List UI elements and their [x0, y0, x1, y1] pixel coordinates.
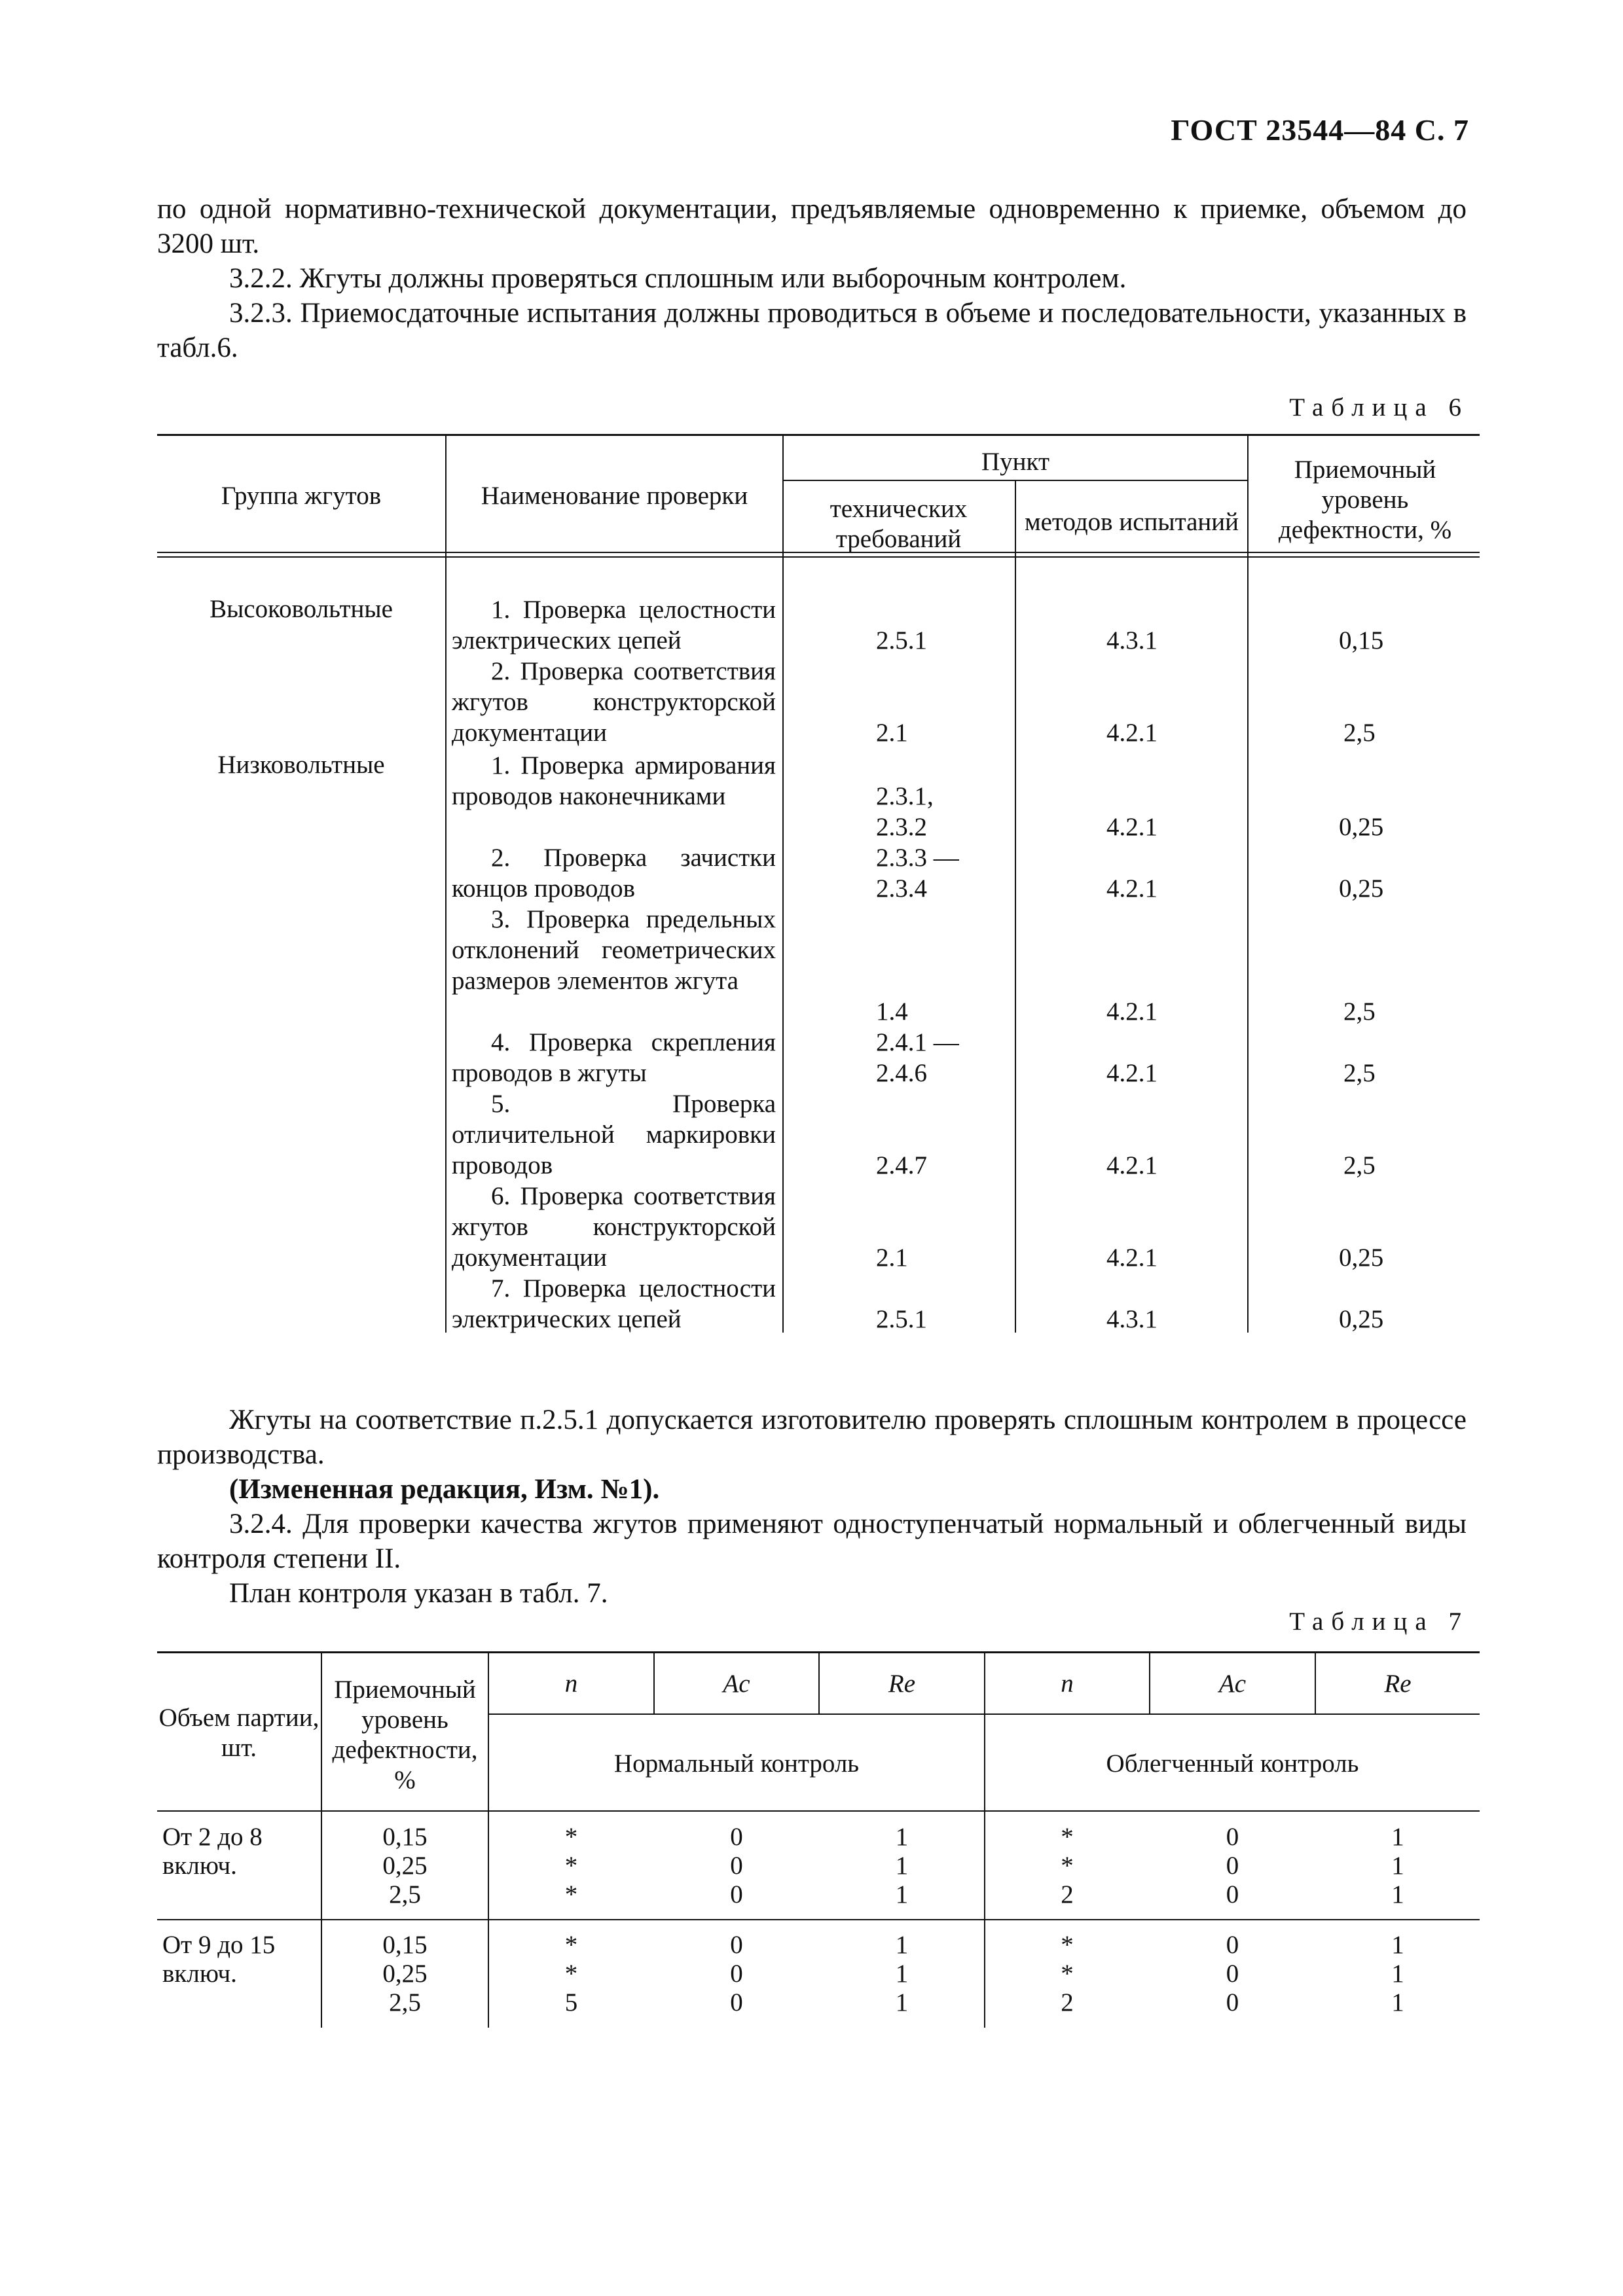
table7-cell: 0	[730, 1960, 743, 1988]
table7-cell: 0	[730, 1880, 743, 1909]
table7-cell: *	[1061, 1852, 1074, 1880]
table7-cell: 0,15	[382, 1823, 428, 1851]
table7-header-normal: Нормальный контроль	[613, 1749, 860, 1778]
table6-row-check: 7. Проверка целостности электрических цепей	[452, 1274, 776, 1333]
table7-cell: 1	[1391, 1960, 1404, 1988]
table6-vline-2	[782, 434, 784, 1333]
table6-row-check: 1. Проверка целостности электрических цепей	[452, 596, 776, 655]
table6-row-level: 0,25	[1339, 1244, 1384, 1272]
table6-group-low: Низковольтные	[217, 751, 385, 779]
table7-header-rule	[157, 1810, 1480, 1812]
table7-lot-2: От 9 до 15 включ.	[162, 1931, 276, 1988]
table6-row-method: 4.2.1	[1106, 874, 1158, 903]
paragraph-continuation: по одной нормативно-технической документации, предъявляемые одновременно к приемке, объемом до 3200 шт.	[157, 194, 1467, 259]
table6-row-check: 4. Проверка скрепления проводов в жгуты	[452, 1028, 776, 1087]
table7-cell: 2	[1061, 1988, 1074, 2017]
table7-cell: 0	[1226, 1823, 1239, 1851]
paragraph-3-2-2: 3.2.2. Жгуты должны проверяться сплошным или выборочным контролем.	[229, 263, 1127, 294]
table7-header-lot: Объем партии, шт.	[158, 1704, 319, 1762]
table6-header-rule-2	[157, 556, 1480, 558]
table6-caption: Таблица 6	[1289, 393, 1469, 422]
table6-row-tech: 2.1	[876, 1244, 908, 1272]
table6-header-level: Приемочный уровень дефектности, %	[1278, 456, 1452, 544]
table7-cell: 0	[730, 1988, 743, 2017]
table6-row-check: 5. Проверка отличительной маркировки проводов	[452, 1090, 776, 1179]
paragraph-amendment: (Измененная редакция, Изм. №1).	[229, 1474, 660, 1505]
table7-cell: *	[564, 1931, 578, 1959]
table7-cell: *	[564, 1880, 578, 1909]
table7-header-ac-normal: Ac	[723, 1670, 750, 1698]
paragraph-3-2-3: 3.2.3. Приемосдаточные испытания должны проводиться в объеме и последовательности, указанных в табл.6.	[157, 298, 1467, 363]
table6-row-tech: 2.5.1	[876, 626, 927, 655]
table7-cell: *	[1061, 1823, 1074, 1851]
table6-row-tech: 2.4.1 — 2.4.6	[876, 1028, 959, 1087]
table7-cell: *	[564, 1960, 578, 1988]
table6-row-level: 2,5	[1343, 1059, 1376, 1087]
table7-cell: 1	[895, 1880, 909, 1909]
table6-row-level: 0,25	[1339, 813, 1384, 841]
table6-row-method: 4.2.1	[1106, 997, 1158, 1026]
table7-cell: 0	[1226, 1960, 1239, 1988]
page-header: ГОСТ 23544—84 С. 7	[1171, 113, 1469, 147]
table7-header-n-normal: n	[564, 1670, 578, 1698]
table7-cell: 0	[1226, 1931, 1239, 1959]
table7-cell: 0	[1226, 1852, 1239, 1880]
table6-row-method: 4.2.1	[1106, 1151, 1158, 1179]
table6-header-tech: технических требований	[830, 495, 968, 553]
table7-cell: 2	[1061, 1880, 1074, 1909]
table7-cell: 0	[730, 1931, 743, 1959]
paragraph-3-2-4: 3.2.4. Для проверки качества жгутов применяют одноступенчатый нормальный и облегченный виды контроля степени II.	[157, 1509, 1467, 1574]
table7-cell: 5	[564, 1988, 578, 2017]
table6-row-level: 0,25	[1339, 874, 1384, 903]
table6-row-tech: 2.3.3 — 2.3.4	[876, 844, 959, 903]
table7-cell: 1	[1391, 1931, 1404, 1959]
paragraph-plan: План контроля указан в табл. 7.	[229, 1578, 608, 1609]
table7-cell: 1	[1391, 1852, 1404, 1880]
table7-cell: 1	[895, 1931, 909, 1959]
table7-cell: 1	[1391, 1880, 1404, 1909]
table6-top-rule	[157, 434, 1480, 436]
table7-caption: Таблица 7	[1289, 1607, 1469, 1636]
table7-cell: 1	[895, 1988, 909, 2017]
table6-row-level: 0,25	[1339, 1305, 1384, 1333]
table7-cell: *	[564, 1852, 578, 1880]
table7-cell: 1	[895, 1960, 909, 1988]
table6-vline-3	[1015, 480, 1016, 1333]
table6-row-tech: 1.4	[876, 997, 908, 1026]
table6-row-level: 2,5	[1343, 997, 1376, 1026]
table6-row-method: 4.2.1	[1106, 1059, 1158, 1087]
table6-header-punkt: Пункт	[981, 448, 1049, 476]
table6-row-method: 4.2.1	[1106, 813, 1158, 841]
table7-lot-1: От 2 до 8 включ.	[162, 1823, 263, 1880]
table7-cell: 2,5	[389, 1880, 421, 1909]
table7-cell: *	[1061, 1960, 1074, 1988]
table7-header-ac-light: Ac	[1218, 1670, 1247, 1698]
table7-cell: 0,15	[382, 1931, 428, 1959]
table7-header-level: Приемочный уровень дефектности, %	[332, 1676, 478, 1794]
table6-row-level: 2,5	[1343, 719, 1376, 747]
table7-block-rule	[157, 1919, 1480, 1920]
table6-row-tech: 2.3.1, 2.3.2	[876, 782, 934, 841]
table7-cell: 0	[730, 1823, 743, 1851]
paragraph-note: Жгуты на соответствие п.2.5.1 допускается изготовителю проверять сплошным контролем в процессе производства.	[157, 1405, 1467, 1470]
table6-row-method: 4.2.1	[1106, 1244, 1158, 1272]
table6-row-check: 2. Проверка соответствия жгутов конструкторской документации	[452, 657, 776, 747]
table6-row-level: 0,15	[1339, 626, 1384, 655]
table6-row-method: 4.3.1	[1106, 626, 1158, 655]
table7-cell: 1	[1391, 1988, 1404, 2017]
table7-cell: 0	[1226, 1988, 1239, 2017]
table6-vline-1	[445, 434, 447, 1333]
table7-header-re-normal: Re	[888, 1670, 916, 1698]
table6-group-high: Высоковольтные	[210, 595, 393, 623]
table6-row-method: 4.2.1	[1106, 719, 1158, 747]
table7-cell: 0	[1226, 1880, 1239, 1909]
table7-cell: *	[564, 1823, 578, 1851]
table6-header-group: Группа жгутов	[221, 482, 382, 510]
table7-cell: 1	[895, 1823, 909, 1851]
table7-cell: 0,25	[382, 1852, 428, 1880]
table7-cell: 2,5	[389, 1988, 421, 2017]
table7-cell: 0,25	[382, 1960, 428, 1988]
table6-row-check: 1. Проверка армирования проводов наконечниками	[452, 751, 776, 810]
table7-header-light: Облегченный контроль	[1106, 1749, 1359, 1778]
table6-row-check: 3. Проверка предельных отклонений геометрических размеров элементов жгута	[452, 905, 776, 995]
table6-row-tech: 2.4.7	[876, 1151, 927, 1179]
table7-cell: 0	[730, 1852, 743, 1880]
table6-header-methods: методов испытаний	[1024, 508, 1239, 536]
table6-row-method: 4.3.1	[1106, 1305, 1158, 1333]
table7-cell: *	[1061, 1931, 1074, 1959]
table7-cell: 1	[895, 1852, 909, 1880]
table7-header-re-light: Re	[1384, 1670, 1412, 1698]
table6-header-check: Наименование проверки	[481, 482, 748, 510]
table6-vline-4	[1247, 434, 1249, 1333]
table7-cell: 1	[1391, 1823, 1404, 1851]
table6-row-tech: 2.1	[876, 719, 908, 747]
table6-row-check: 6. Проверка соответствия жгутов конструкторской документации	[452, 1182, 776, 1272]
table6-row-check: 2. Проверка зачистки концов проводов	[452, 844, 776, 903]
table7-header-n-light: n	[1061, 1670, 1074, 1698]
table6-row-tech: 2.5.1	[876, 1305, 927, 1333]
table6-row-level: 2,5	[1343, 1151, 1376, 1179]
